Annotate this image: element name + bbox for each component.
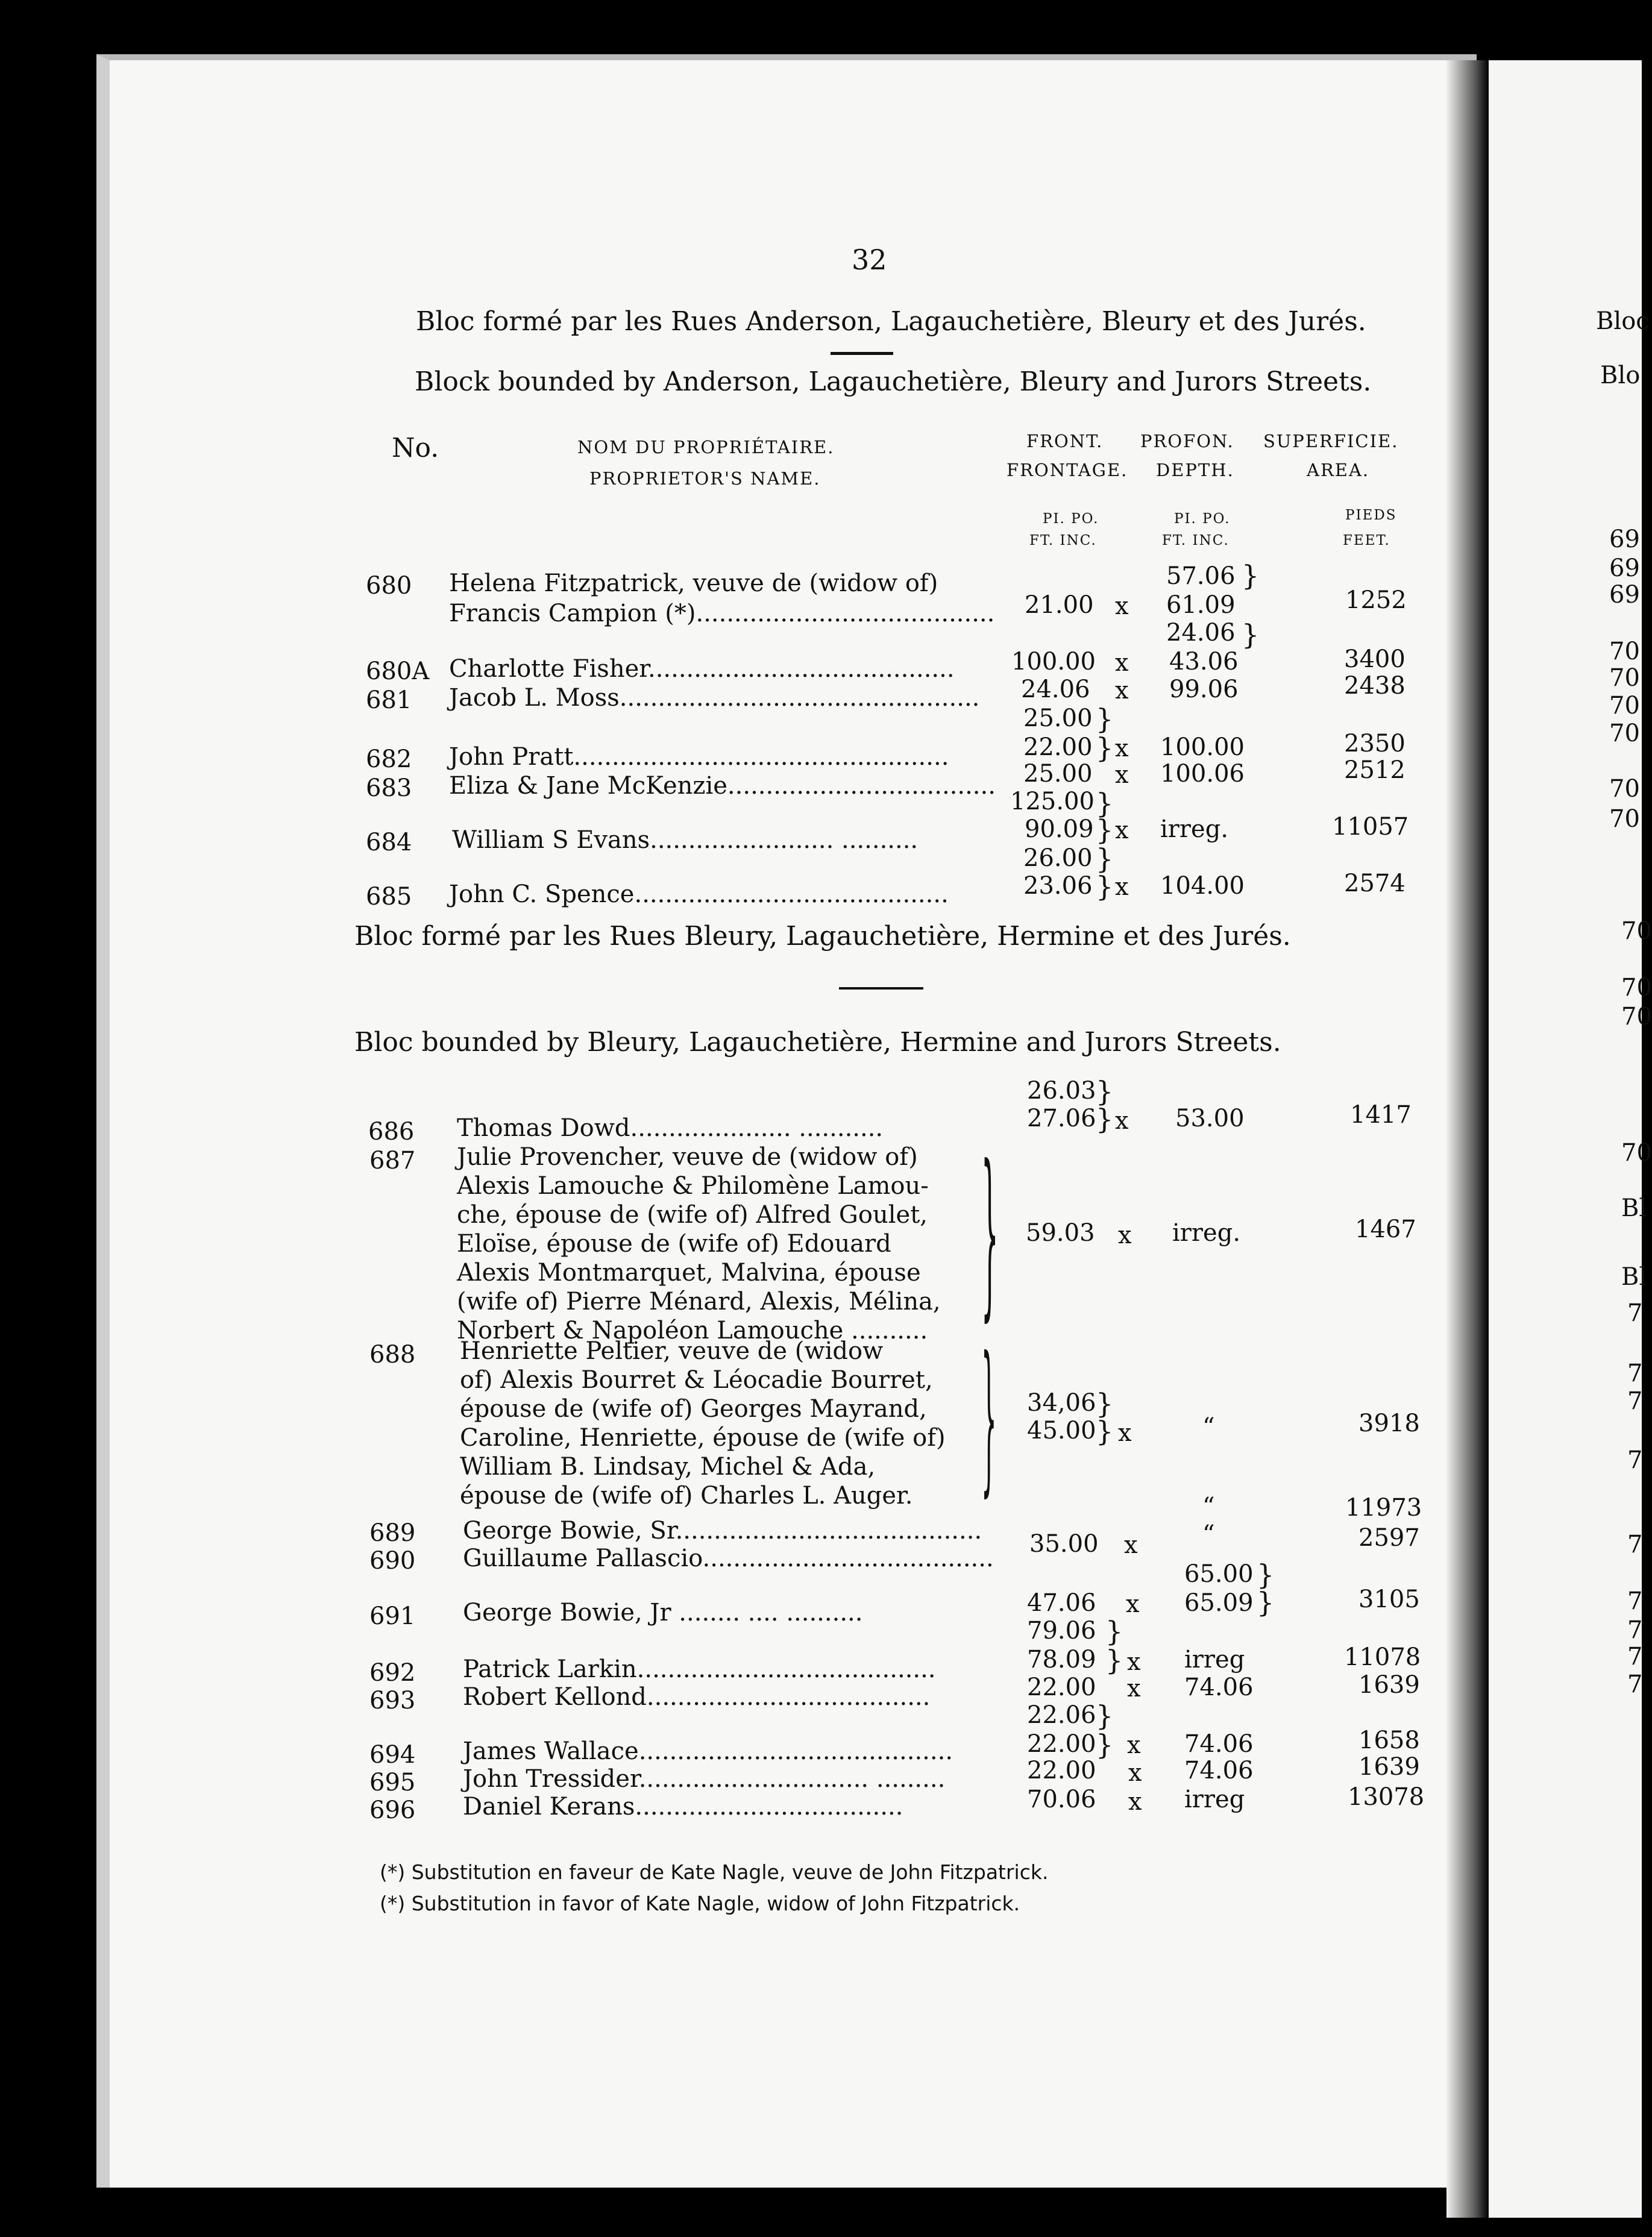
row-number: 680	[366, 572, 412, 600]
header-depth-en: DEPTH.	[1156, 460, 1234, 480]
proprietor-name: George Bowie, Jr ........ .... ..........	[463, 1599, 863, 1627]
frontage-value: 90.09	[1025, 815, 1094, 843]
facing-page-text: 69	[1609, 554, 1640, 582]
frontage-value: 78.09	[1027, 1646, 1096, 1674]
depth-value: 99.06	[1169, 676, 1239, 703]
proprietor-name: Jacob L. Moss...............................................	[449, 684, 980, 712]
facing-page-text: 7	[1627, 1531, 1643, 1558]
times-sign: x	[1126, 1590, 1140, 1618]
row-number: 683	[366, 774, 412, 802]
row-number: 681	[366, 686, 412, 714]
brace: }	[1096, 842, 1114, 875]
depth-value: 57.06	[1166, 562, 1236, 590]
facing-page-text: 70	[1621, 1003, 1652, 1031]
frontage-value: 25.00	[1023, 704, 1093, 732]
header-front-en: FRONTAGE.	[1007, 460, 1128, 480]
footnote-fr: (*) Substitution en faveur de Kate Nagle, veuve de John Fitzpatrick.	[380, 1860, 1049, 1884]
times-sign: x	[1115, 735, 1129, 762]
area-value: 1252	[1345, 586, 1407, 614]
facing-page-text: Blo	[1600, 362, 1641, 389]
frontage-value: 21.00	[1025, 591, 1094, 619]
depth-unit-en: FT. INC.	[1162, 533, 1230, 548]
brace: }	[1096, 1699, 1114, 1732]
row-number: 695	[369, 1769, 416, 1796]
proprietor-name-line: (wife of) Pierre Ménard, Alexis, Mélina,	[457, 1288, 941, 1316]
depth-value: 53.00	[1175, 1105, 1245, 1132]
depth-value: irreg	[1184, 1646, 1245, 1674]
facing-page-text: 69	[1609, 581, 1640, 609]
proprietor-name: Daniel Kerans...................................	[463, 1793, 903, 1821]
brace: }	[981, 1127, 999, 1337]
depth-ditto: “	[1202, 1520, 1215, 1548]
front-unit-fr: PI. PO.	[1043, 511, 1099, 527]
facing-page-text: Bl	[1621, 1263, 1647, 1291]
proprietor-name: Charlotte Fisher........................................	[449, 655, 955, 683]
proprietor-name-line: of) Alexis Bourret & Léocadie Bourret,	[460, 1366, 933, 1394]
area-value: 3105	[1358, 1586, 1420, 1613]
row-number: 686	[368, 1118, 415, 1146]
proprietor-name: Eliza & Jane McKenzie...................................	[449, 772, 996, 800]
block1-title-fr: Bloc formé par les Rues Anderson, Lagauchetière, Bleury et des Jurés.	[416, 306, 1366, 337]
times-sign: x	[1127, 1648, 1141, 1676]
facing-page-text: 69	[1609, 526, 1640, 553]
frontage-value: 25.00	[1023, 760, 1093, 788]
proprietor-name-line: Julie Provencher, veuve de (widow of)	[457, 1143, 918, 1171]
header-depth-fr: PROFON.	[1140, 431, 1234, 451]
area-value: 11078	[1344, 1643, 1421, 1671]
frontage-value: 59.03	[1026, 1219, 1095, 1247]
frontage-value: 26.00	[1023, 844, 1093, 872]
row-number: 694	[369, 1741, 416, 1769]
facing-page-text: 7	[1627, 1587, 1643, 1615]
area-value: 2597	[1358, 1524, 1420, 1552]
brace: }	[1096, 787, 1114, 820]
area-value: 11057	[1332, 813, 1409, 841]
area-value: 1639	[1358, 1753, 1420, 1781]
frontage-value: 47.06	[1027, 1589, 1096, 1617]
facing-page-text: 7	[1627, 1671, 1643, 1698]
times-sign: x	[1115, 592, 1129, 620]
header-front-fr: FRONT.	[1026, 431, 1104, 451]
brace: }	[981, 1322, 997, 1511]
area-value: 1658	[1358, 1727, 1420, 1754]
depth-ditto: “	[1202, 1413, 1215, 1441]
frontage-value: 24.06	[1021, 676, 1090, 703]
proprietor-name: Francis Campion (*).......................................	[449, 600, 995, 627]
facing-page-text: 70	[1609, 775, 1640, 803]
front-unit-en: FT. INC.	[1029, 533, 1097, 548]
header-name-en: PROPRIETOR'S NAME.	[589, 468, 821, 489]
row-number: 691	[369, 1602, 416, 1630]
proprietor-name-line: Alexis Lamouche & Philomène Lamou-	[457, 1172, 929, 1200]
frontage-value: 27.06	[1027, 1105, 1096, 1132]
frontage-value: 35.00	[1029, 1530, 1099, 1558]
facing-page-text: 70	[1621, 917, 1652, 945]
footnote-en: (*) Substitution in favor of Kate Nagle, widow of John Fitzpatrick.	[380, 1892, 1020, 1915]
area-value: 2438	[1344, 672, 1405, 700]
area-value: 1467	[1355, 1216, 1416, 1243]
block1-title-en: Block bounded by Anderson, Lagauchetière, Bleury and Jurors Streets.	[415, 366, 1372, 397]
facing-page-text: 70	[1621, 1139, 1652, 1167]
depth-value: irreg.	[1160, 815, 1229, 843]
area-value: 2350	[1344, 730, 1405, 758]
frontage-value: 22.06	[1027, 1701, 1096, 1729]
area-value: 1639	[1358, 1671, 1420, 1699]
times-sign: x	[1118, 1222, 1132, 1249]
proprietor-name-line: Caroline, Henriette, épouse de (wife of)	[460, 1424, 946, 1452]
depth-value: 65.09	[1184, 1589, 1254, 1617]
brace: }	[1105, 1644, 1123, 1677]
brace: }	[1257, 1558, 1275, 1591]
proprietor-name-line: Alexis Montmarquet, Malvina, épouse	[457, 1259, 921, 1287]
brace: }	[1257, 1586, 1275, 1619]
depth-value: 43.06	[1169, 648, 1239, 676]
depth-value: 65.00	[1184, 1560, 1254, 1588]
area-unit-fr: PIEDS	[1345, 507, 1397, 523]
times-sign: x	[1115, 1107, 1129, 1135]
frontage-value: 79.06	[1027, 1617, 1096, 1645]
row-number: 682	[366, 745, 412, 773]
depth-value: 74.06	[1184, 1730, 1254, 1758]
proprietor-name: John Tressider.............................. .........	[463, 1765, 946, 1793]
brace: }	[1096, 814, 1114, 846]
proprietor-name: George Bowie, Sr........................................	[463, 1517, 982, 1545]
block2-title-fr: Bloc formé par les Rues Bleury, Lagauchetière, Hermine et des Jurés.	[354, 921, 1291, 952]
facing-page-text: 7	[1627, 1446, 1643, 1474]
frontage-value: 22.00	[1023, 733, 1093, 761]
facing-page-text: Bl	[1621, 1194, 1647, 1222]
proprietor-name-line: Norbert & Napoléon Lamouche ..........	[457, 1317, 928, 1344]
area-value: 11973	[1345, 1494, 1422, 1522]
row-number: 689	[369, 1519, 416, 1547]
facing-page-text: 70	[1609, 720, 1640, 747]
area-value: 2574	[1344, 870, 1405, 897]
brace: }	[1096, 732, 1114, 764]
depth-value: 24.06	[1166, 619, 1236, 647]
depth-value: irreg.	[1172, 1219, 1241, 1247]
area-value: 1417	[1350, 1101, 1412, 1129]
times-sign: x	[1115, 649, 1129, 677]
facing-page-text: 7	[1627, 1299, 1643, 1327]
proprietor-name-line: épouse de (wife of) Charles L. Auger.	[460, 1482, 913, 1510]
times-sign: x	[1115, 817, 1129, 844]
frontage-value: 70.06	[1027, 1786, 1096, 1813]
depth-value: 100.06	[1160, 760, 1245, 788]
facing-page-text: 70	[1609, 638, 1640, 665]
proprietor-name: Helena Fitzpatrick, veuve de (widow of)	[449, 569, 938, 597]
brace: }	[1096, 870, 1114, 903]
row-number: 690	[369, 1547, 416, 1575]
facing-page-text: Bloc	[1596, 307, 1650, 335]
frontage-value: 100.00	[1011, 648, 1096, 676]
row-number: 684	[366, 829, 412, 856]
frontage-value: 125.00	[1010, 788, 1095, 815]
area-value: 3918	[1358, 1410, 1420, 1437]
brace: }	[1096, 1103, 1114, 1135]
proprietor-name-line: Henriette Peltier, veuve de (widow	[460, 1337, 884, 1365]
depth-value: 104.00	[1160, 872, 1245, 900]
proprietor-name: Guillaume Pallascio......................................	[463, 1545, 994, 1572]
brace: }	[1242, 559, 1260, 592]
proprietor-name-line: Eloïse, épouse de (wife of) Edouard	[457, 1230, 891, 1258]
brace: }	[1105, 1615, 1123, 1648]
brace: }	[1242, 618, 1260, 651]
block2-title-en: Bloc bounded by Bleury, Lagauchetière, Hermine and Jurors Streets.	[354, 1027, 1281, 1058]
facing-page-text: 7	[1627, 1643, 1643, 1671]
depth-value: 61.09	[1166, 591, 1236, 619]
brace: }	[1096, 1415, 1114, 1448]
times-sign: x	[1124, 1531, 1138, 1559]
proprietor-name: Patrick Larkin.......................................	[463, 1655, 936, 1683]
frontage-value: 34,06	[1027, 1389, 1096, 1417]
frontage-value: 26.03	[1027, 1077, 1096, 1105]
row-number: 692	[369, 1659, 416, 1687]
area-value: 3400	[1344, 645, 1405, 673]
brace: }	[1096, 703, 1114, 735]
times-sign: x	[1127, 1675, 1141, 1702]
proprietor-name-line: William B. Lindsay, Michel & Ada,	[460, 1453, 876, 1481]
proprietor-name-line: épouse de (wife of) Georges Mayrand,	[460, 1395, 927, 1423]
proprietor-name: John C. Spence.........................................	[449, 880, 949, 908]
times-sign: x	[1128, 1759, 1142, 1787]
header-area-en: AREA.	[1307, 460, 1370, 480]
times-sign: x	[1127, 1731, 1141, 1759]
times-sign: x	[1115, 761, 1129, 789]
divider	[839, 987, 923, 990]
header-name-fr: NOM DU PROPRIÉTAIRE.	[577, 437, 835, 457]
page-number: 32	[852, 243, 887, 276]
frontage-value: 22.00	[1027, 1674, 1096, 1701]
proprietor-name: James Wallace.........................................	[463, 1737, 953, 1765]
brace: }	[1096, 1387, 1114, 1420]
depth-value: 74.06	[1184, 1674, 1254, 1701]
row-number: 688	[369, 1341, 416, 1369]
proprietor-name: Thomas Dowd..................... ...........	[457, 1114, 884, 1142]
facing-page-text: 70	[1609, 692, 1640, 720]
divider	[831, 352, 893, 355]
header-area-fr: SUPERFICIE.	[1263, 431, 1399, 451]
facing-page-text: 70	[1609, 805, 1640, 833]
facing-page-text: 7	[1627, 1360, 1643, 1387]
times-sign: x	[1115, 873, 1129, 901]
facing-page-text: 7	[1627, 1387, 1643, 1415]
depth-ditto: “	[1202, 1493, 1215, 1520]
frontage-value: 23.06	[1023, 872, 1093, 900]
facing-page-text: 70	[1609, 664, 1640, 692]
proprietor-name-line: che, épouse de (wife of) Alfred Goulet,	[457, 1201, 928, 1229]
row-number: 687	[369, 1147, 416, 1175]
depth-unit-fr: PI. PO.	[1174, 511, 1231, 527]
times-sign: x	[1115, 677, 1129, 704]
proprietor-name: Robert Kellond.....................................	[463, 1683, 931, 1711]
area-unit-en: FEET.	[1343, 533, 1390, 548]
area-value: 2512	[1344, 756, 1405, 784]
header-no: No.	[392, 433, 439, 463]
area-value: 13078	[1348, 1783, 1425, 1811]
times-sign: x	[1118, 1419, 1132, 1447]
proprietor-name: William S Evans........................ ..........	[452, 826, 919, 854]
proprietor-name: John Pratt.................................................	[449, 743, 949, 771]
row-number: 696	[369, 1796, 416, 1824]
frontage-value: 22.00	[1027, 1730, 1096, 1758]
facing-page-text: 7	[1627, 1616, 1643, 1644]
times-sign: x	[1128, 1788, 1142, 1816]
depth-value: 74.06	[1184, 1757, 1254, 1784]
row-number: 685	[366, 883, 412, 911]
row-number: 693	[369, 1687, 416, 1715]
book-gutter	[1446, 60, 1489, 2218]
row-number: 680A	[366, 657, 430, 685]
depth-value: irreg	[1184, 1786, 1245, 1813]
frontage-value: 22.00	[1027, 1757, 1096, 1784]
brace: }	[1096, 1728, 1114, 1761]
brace: }	[1096, 1075, 1114, 1108]
depth-value: 100.00	[1160, 733, 1245, 761]
frontage-value: 45.00	[1027, 1417, 1096, 1445]
facing-page-text: 70	[1621, 974, 1652, 1002]
